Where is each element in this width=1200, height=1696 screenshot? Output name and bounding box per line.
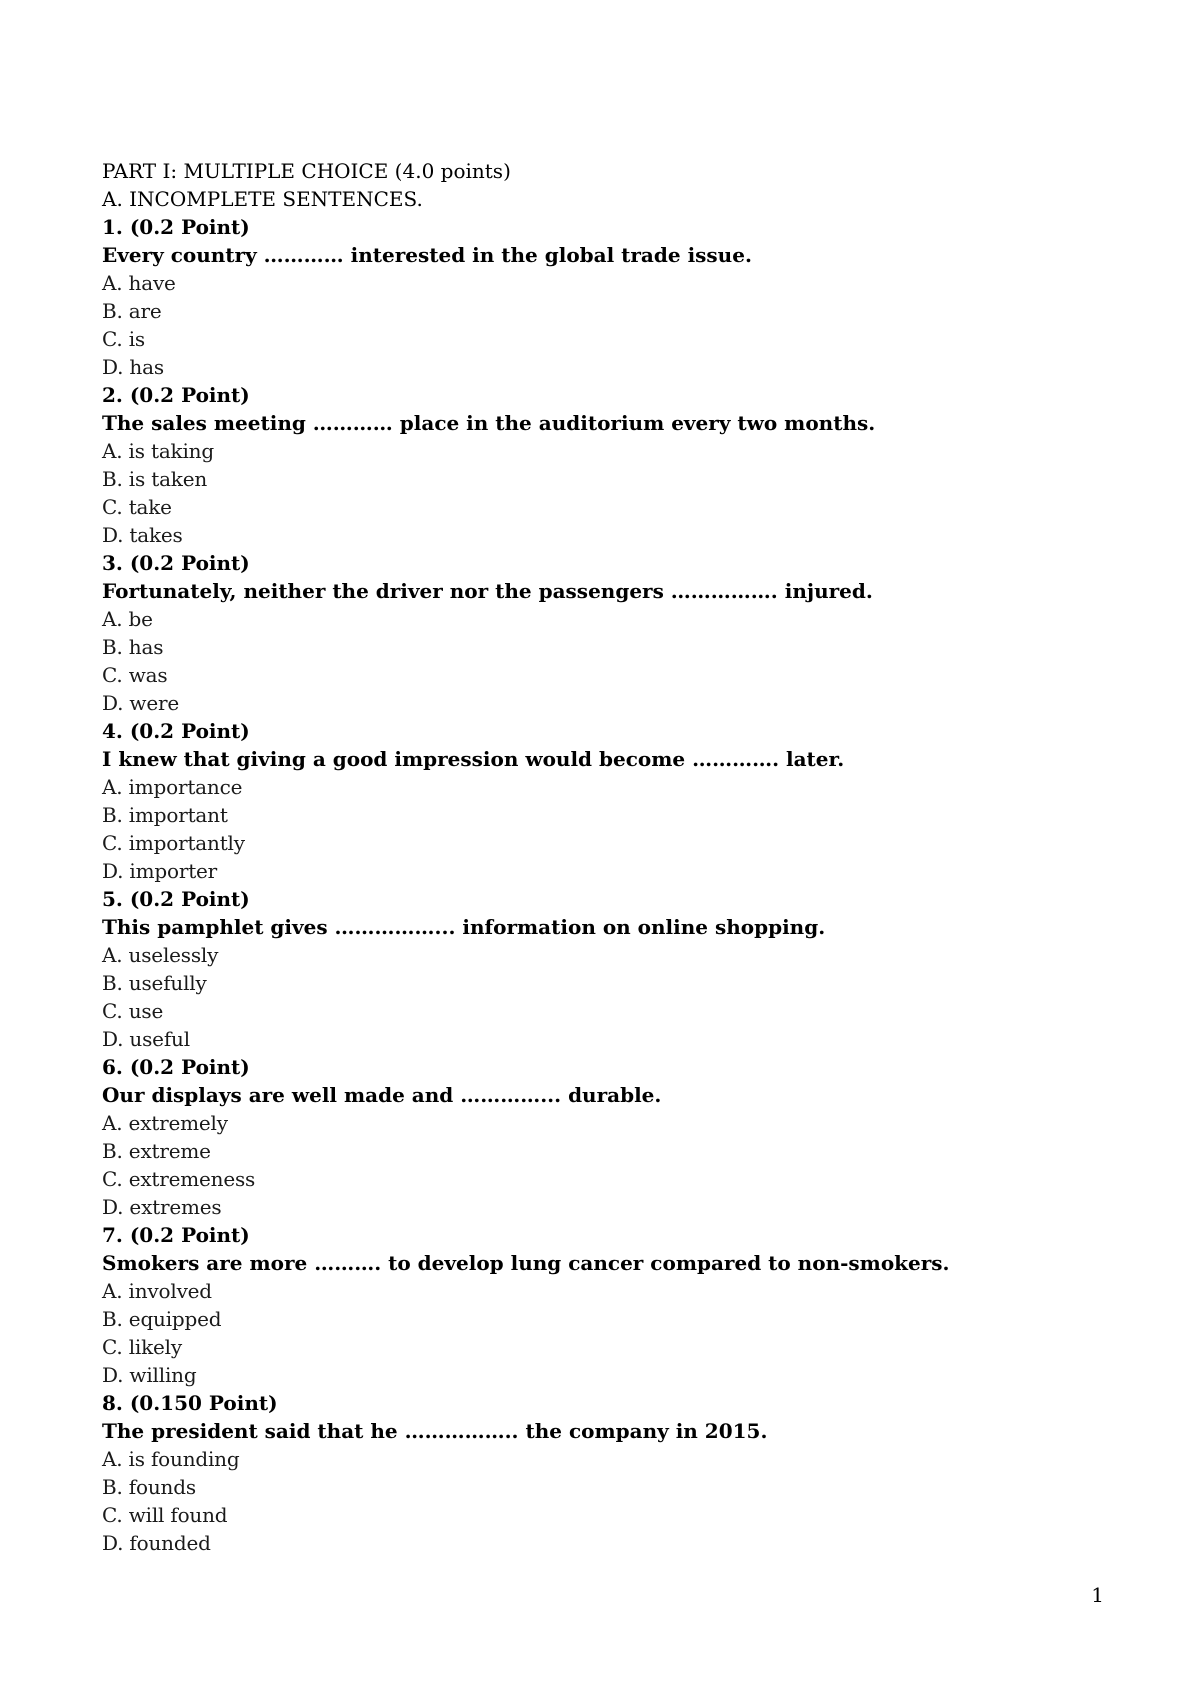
option-a: A. involved (102, 1279, 212, 1303)
option-b: B. equipped (102, 1307, 222, 1331)
question-7 (102, 1221, 1102, 1389)
question-header: 7. (0.2 Point) (102, 1223, 250, 1247)
question-3 (102, 549, 1102, 717)
question-header: 8. (0.150 Point) (102, 1391, 278, 1415)
question-stem: The sales meeting ………… place in the auditorium every two months. (102, 411, 876, 435)
question-4 (102, 717, 1102, 885)
question-stem: Our displays are well made and …………... durable. (102, 1083, 662, 1107)
section-title: A. INCOMPLETE SENTENCES. (102, 187, 423, 211)
question-header: 2. (0.2 Point) (102, 383, 250, 407)
question-stem: The president said that he …………….. the company in 2015. (102, 1419, 768, 1443)
question-header: 5. (0.2 Point) (102, 887, 250, 911)
option-b: B. founds (102, 1475, 196, 1499)
option-a: A. uselessly (102, 943, 219, 967)
option-c: C. will found (102, 1503, 228, 1527)
option-a: A. extremely (102, 1111, 228, 1135)
option-d: D. useful (102, 1027, 190, 1051)
option-d: D. founded (102, 1531, 211, 1555)
option-d: D. were (102, 691, 179, 715)
option-c: C. was (102, 663, 168, 687)
option-d: D. importer (102, 859, 218, 883)
option-d: D. takes (102, 523, 183, 547)
option-b: B. extreme (102, 1139, 211, 1163)
question-stem: Every country ………… interested in the global trade issue. (102, 243, 752, 267)
question-header: 3. (0.2 Point) (102, 551, 250, 575)
question-header: 1. (0.2 Point) (102, 215, 250, 239)
option-b: B. important (102, 803, 228, 827)
option-d: D. extremes (102, 1195, 222, 1219)
question-stem: This pamphlet gives ……………... information on online shopping. (102, 915, 826, 939)
page-number: 1 (1091, 1583, 1104, 1607)
document-page (102, 157, 1102, 1557)
question-header: 4. (0.2 Point) (102, 719, 250, 743)
option-b: B. has (102, 635, 164, 659)
option-a: A. have (102, 271, 176, 295)
option-a: A. importance (102, 775, 243, 799)
option-d: D. has (102, 355, 164, 379)
question-header: 6. (0.2 Point) (102, 1055, 250, 1079)
question-1 (102, 213, 1102, 381)
option-c: C. importantly (102, 831, 245, 855)
part-title: PART I: MULTIPLE CHOICE (4.0 points) (102, 159, 511, 183)
question-stem: I knew that giving a good impression would become …………. later. (102, 747, 845, 771)
question-stem: Fortunately, neither the driver nor the passengers ……………. injured. (102, 579, 873, 603)
option-d: D. willing (102, 1363, 197, 1387)
question-5 (102, 885, 1102, 1053)
option-b: B. is taken (102, 467, 208, 491)
question-6 (102, 1053, 1102, 1221)
option-a: A. is taking (102, 439, 214, 463)
option-b: B. usefully (102, 971, 207, 995)
option-c: C. take (102, 495, 172, 519)
question-2 (102, 381, 1102, 549)
option-b: B. are (102, 299, 162, 323)
question-8 (102, 1389, 1102, 1557)
question-stem: Smokers are more ………. to develop lung cancer compared to non-smokers. (102, 1251, 950, 1275)
option-c: C. is (102, 327, 145, 351)
option-c: C. extremeness (102, 1167, 256, 1191)
option-c: C. likely (102, 1335, 182, 1359)
option-c: C. use (102, 999, 164, 1023)
option-a: A. be (102, 607, 153, 631)
option-a: A. is founding (102, 1447, 240, 1471)
